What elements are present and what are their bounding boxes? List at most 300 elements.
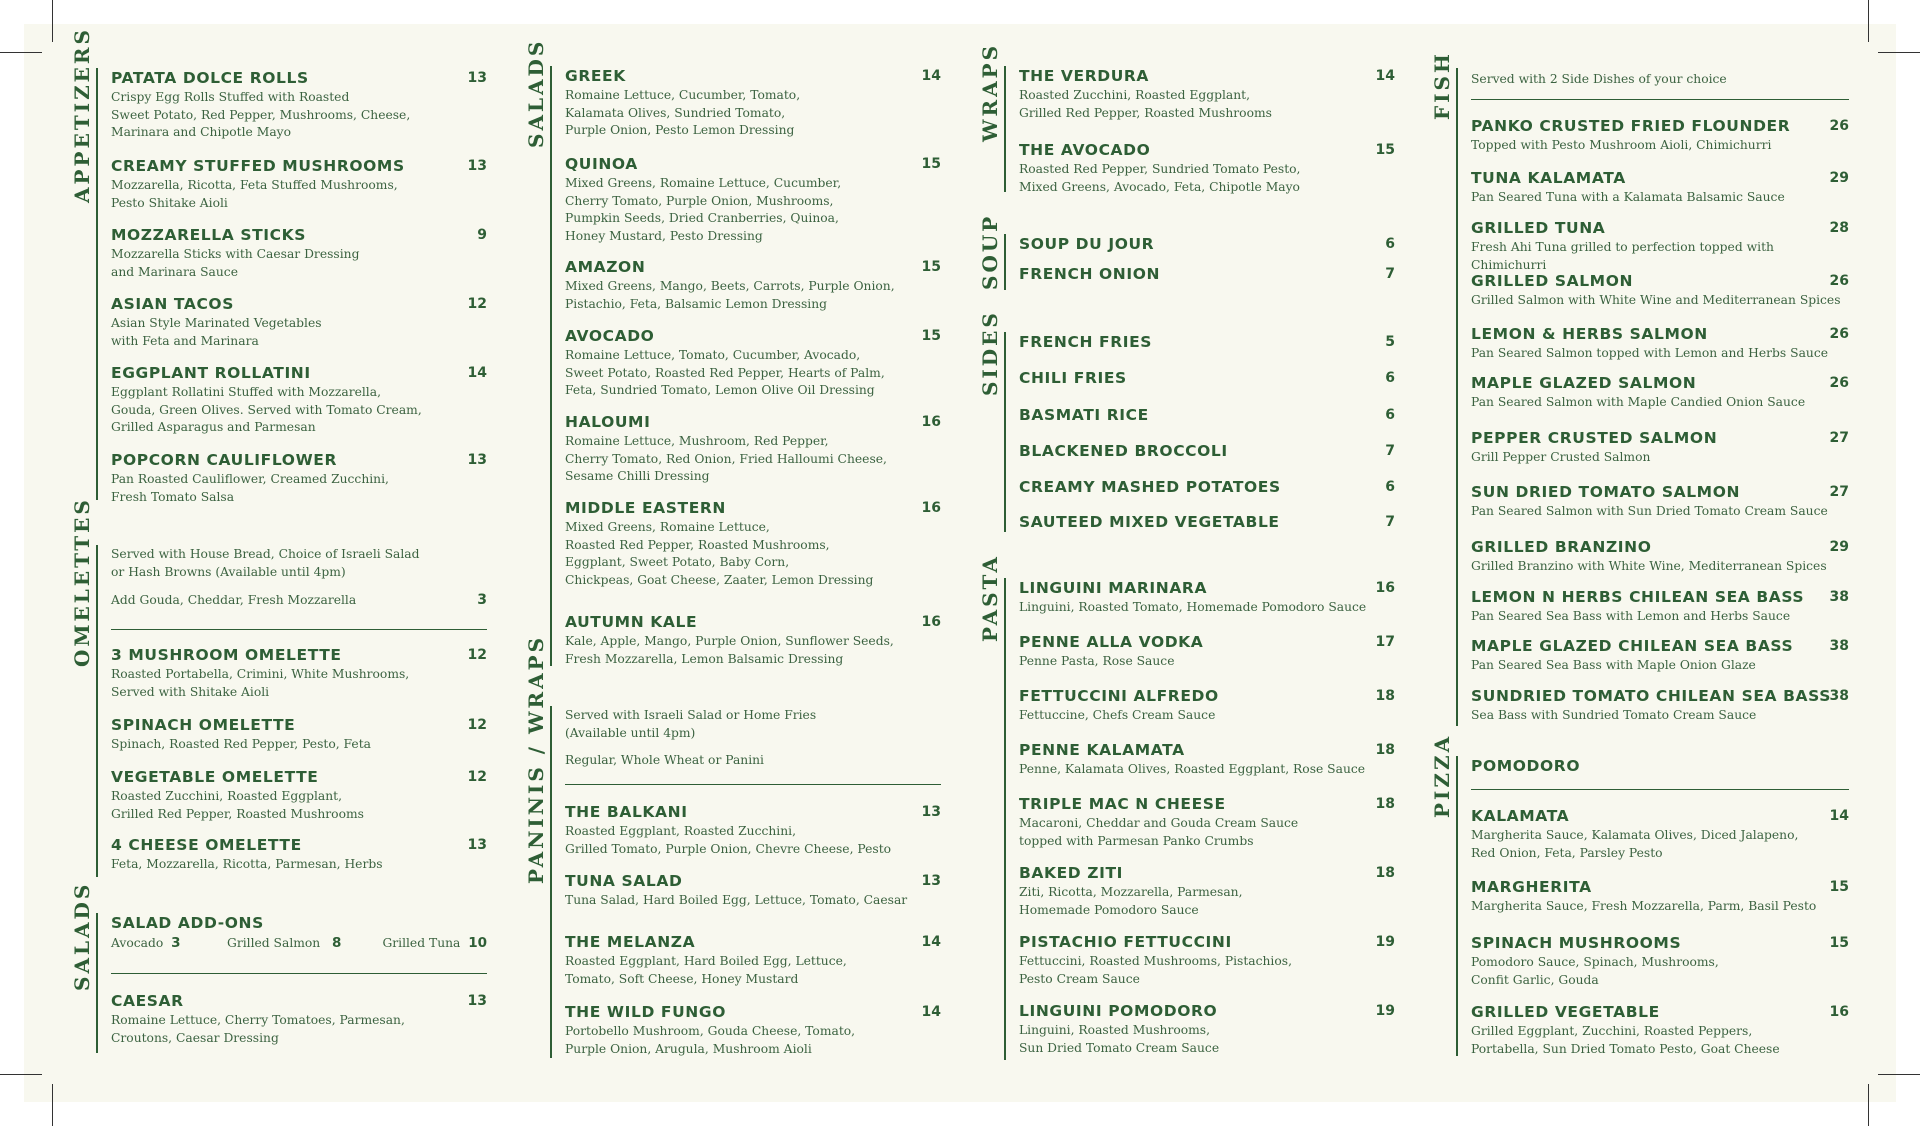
description-line: Pistachio, Feta, Balsamic Lemon Dressing: [565, 296, 828, 311]
description-line: Croutons, Caesar Dressing: [111, 1030, 279, 1045]
description-line: Mixed Greens, Romaine Lettuce, Cucumber,: [565, 176, 842, 190]
fish-note: Served with 2 Side Dishes of your choice: [1471, 72, 1727, 86]
section-title-appetizers: APPETIZERS: [70, 27, 94, 203]
item-name: MAPLE GLAZED SALMON: [1471, 374, 1697, 392]
item-price: 14: [1829, 808, 1849, 824]
crop-mark: [0, 1074, 42, 1075]
crop-mark: [52, 0, 53, 42]
item-price: 17: [1375, 634, 1395, 650]
section-title-pizza: PIZZA: [1430, 733, 1454, 818]
item-price: 16: [921, 500, 941, 516]
item-description: [1019, 761, 1395, 779]
description-line: Sea Bass with Sundried Tomato Cream Sauce: [1471, 708, 1757, 722]
description-line: Pan Seared Sea Bass with Lemon and Herbs Sauce: [1471, 609, 1791, 623]
item-description: [565, 519, 941, 589]
item-price: 19: [1375, 1003, 1395, 1019]
menu-item: [111, 156, 487, 212]
item-price: 12: [467, 647, 487, 663]
item-price: 13: [921, 873, 941, 889]
description-line: and Marinara Sauce: [111, 264, 238, 279]
item-price: 16: [921, 414, 941, 430]
description-line: Cherry Tomato, Purple Onion, Mushrooms,: [565, 193, 834, 208]
item-price: 15: [921, 259, 941, 275]
menu-item: [1471, 933, 1849, 989]
salads-left-section: [70, 881, 490, 1058]
menu-item: [111, 835, 487, 874]
description-line: Topped with Pesto Mushroom Aioli, Chimichurri: [1471, 138, 1772, 152]
item-price: 26: [1829, 273, 1849, 289]
description-line: Grilled Asparagus and Parmesan: [111, 420, 316, 434]
item-price: 13: [467, 993, 487, 1009]
description-line: Sun Dried Tomato Cream Sauce: [1019, 1040, 1220, 1055]
description-line: Pesto Shitake Aioli: [111, 195, 228, 210]
menu-item: [1019, 632, 1395, 671]
item-price: 14: [921, 1004, 941, 1020]
section-rule: [1004, 332, 1006, 532]
menu-item: [111, 450, 487, 506]
item-description: [565, 633, 941, 668]
item-price: 6: [1385, 479, 1395, 495]
pasta-section: [978, 554, 1398, 1063]
description-line: Grilled Tomato, Purple Onion, Chevre Cheese, Pesto: [565, 841, 892, 856]
item-price: 26: [1829, 375, 1849, 391]
menu-item: [565, 498, 941, 589]
item-description: [1471, 503, 1849, 521]
crop-mark: [1868, 1084, 1869, 1126]
section-rule: [1456, 68, 1458, 726]
section-rule: [1004, 578, 1006, 1060]
item-price: 15: [1829, 935, 1849, 951]
item-price: 13: [921, 804, 941, 820]
fish-section: [1430, 51, 1850, 728]
section-title-sides: SIDES: [978, 310, 1002, 396]
menu-item: [565, 257, 941, 313]
item-price: 12: [467, 296, 487, 312]
item-name: GRILLED BRANZINO: [1471, 538, 1652, 556]
divider: [1471, 99, 1849, 100]
section-rule: [96, 545, 98, 877]
item-price: 12: [467, 717, 487, 733]
menu-item: [1471, 1002, 1849, 1058]
item-price: 29: [1829, 539, 1849, 555]
item-price: 18: [1375, 865, 1395, 881]
menu-item: [1019, 264, 1395, 284]
description-line: Eggplant Rollatini Stuffed with Mozzarella,: [111, 385, 381, 399]
item-price: 27: [1829, 484, 1849, 500]
description-line: Romaine Lettuce, Tomato, Cucumber, Avocado,: [565, 348, 861, 362]
description-line: Portobello Mushroom, Gouda Cheese, Tomato,: [565, 1024, 856, 1038]
item-name: MARGHERITA: [1471, 878, 1592, 896]
item-price: 38: [1829, 688, 1849, 704]
menu-item: [1019, 66, 1395, 122]
pizza-section: [1430, 733, 1850, 1061]
description-line: Sweet Potato, Red Pepper, Mushrooms, Cheese,: [111, 107, 411, 122]
item-name: TUNA KALAMATA: [1471, 169, 1626, 187]
item-description: [111, 788, 487, 823]
menu-item: [1019, 234, 1395, 254]
description-line: Pesto Cream Sauce: [1019, 971, 1140, 986]
item-description: [1471, 657, 1849, 675]
item-description: [1019, 884, 1395, 919]
item-description: [1471, 292, 1849, 310]
item-price: 27: [1829, 430, 1849, 446]
item-price: 13: [467, 158, 487, 174]
description-line: Pan Seared Salmon with Sun Dried Tomato Cream Sauce: [1471, 504, 1828, 518]
description-line: Red Onion, Feta, Parsley Pesto: [1471, 845, 1663, 860]
description-line: Gouda, Green Olives. Served with Tomato Cream,: [111, 402, 422, 417]
description-line: Pan Roasted Cauliflower, Creamed Zucchini,: [111, 472, 389, 486]
description-line: Eggplant, Sweet Potato, Baby Corn,: [565, 555, 790, 569]
menu-item: [1471, 636, 1849, 675]
description-line: Grilled Red Pepper, Roasted Mushrooms: [1019, 105, 1272, 120]
description-line: Feta, Mozzarella, Ricotta, Parmesan, Herbs: [111, 857, 383, 871]
item-name: MOZZARELLA STICKS: [111, 226, 306, 244]
item-description: [111, 89, 487, 142]
menu-item: [111, 645, 487, 701]
menu-item: [1019, 441, 1395, 461]
description-line: Marinara and Chipotle Mayo: [111, 125, 292, 139]
menu-item: [1019, 578, 1395, 617]
description-line: Roasted Eggplant, Roasted Zucchini,: [565, 824, 796, 838]
menu-item: [1471, 373, 1849, 412]
item-name: GRILLED SALMON: [1471, 272, 1634, 290]
item-name: SOUP DU JOUR: [1019, 235, 1155, 253]
item-description: [111, 246, 487, 281]
addon-item: Grilled Salmon 8: [227, 935, 342, 951]
menu-item: [111, 767, 487, 823]
item-name: PEPPER CRUSTED SALMON: [1471, 429, 1718, 447]
soup-section: [978, 213, 1398, 294]
item-name: SPINACH OMELETTE: [111, 716, 296, 734]
item-description: [1471, 558, 1849, 576]
item-price: 28: [1829, 220, 1849, 236]
description-line: Feta, Sundried Tomato, Lemon Olive Oil Dressing: [565, 383, 875, 397]
description-line: with Feta and Marinara: [111, 333, 259, 348]
description-line: Fresh Tomato Salsa: [111, 489, 235, 504]
paninis-bread-note: Regular, Whole Wheat or Panini: [565, 753, 764, 767]
salads-section: [524, 38, 944, 671]
description-line: Pan Seared Sea Bass with Maple Onion Glaze: [1471, 658, 1756, 672]
menu-item: [1471, 218, 1849, 274]
item-price: 15: [1829, 879, 1849, 895]
item-description: [1471, 608, 1849, 626]
section-rule: [550, 706, 552, 1058]
sides-section: [978, 310, 1398, 536]
item-name: LEMON N HERBS CHILEAN SEA BASS: [1471, 588, 1805, 606]
menu-item: [1471, 271, 1849, 310]
description-line: Roasted Portabella, Crimini, White Mushrooms,: [111, 667, 410, 681]
appetizers-section: [70, 27, 490, 508]
item-price: 26: [1829, 118, 1849, 134]
description-line: Purple Onion, Pesto Lemon Dressing: [565, 123, 795, 137]
item-price: 12: [467, 769, 487, 785]
menu-item: [111, 715, 487, 754]
menu-item: [111, 225, 487, 281]
divider: [565, 784, 941, 785]
item-price: 15: [921, 156, 941, 172]
description-line: Mozzarella, Ricotta, Feta Stuffed Mushrooms,: [111, 178, 398, 192]
menu-item: [1019, 140, 1395, 196]
menu-item: [1019, 1001, 1395, 1057]
menu-item: [565, 612, 941, 668]
item-name: 3 MUSHROOM OMELETTE: [111, 646, 342, 664]
item-name: CAESAR: [111, 992, 184, 1010]
section-rule: [1004, 234, 1006, 290]
description-line: Macaroni, Cheddar and Gouda Cream Sauce: [1019, 816, 1299, 830]
item-price: 14: [921, 934, 941, 950]
description-line: Pan Seared Salmon topped with Lemon and Herbs Sauce: [1471, 346, 1828, 360]
item-name: FRENCH ONION: [1019, 265, 1161, 283]
menu-item: [1019, 863, 1395, 919]
description-line: Grilled Eggplant, Zucchini, Roasted Peppers,: [1471, 1024, 1753, 1038]
item-description: [1019, 1022, 1395, 1057]
menu-item: [1019, 932, 1395, 988]
item-price: 14: [467, 365, 487, 381]
section-title-omelettes: OMELETTES: [70, 497, 94, 667]
description-line: Asian Style Marinated Vegetables: [111, 316, 322, 330]
description-line: Sesame Chilli Dressing: [565, 469, 710, 483]
item-name: GRILLED TUNA: [1471, 219, 1606, 237]
description-line: Tuna Salad, Hard Boiled Egg, Lettuce, Tomato, Caesar: [565, 893, 908, 907]
item-price: 26: [1829, 326, 1849, 342]
menu-item: [1471, 686, 1849, 725]
description-line: Grilled Salmon with White Wine and Mediterranean Spices: [1471, 293, 1841, 307]
description-line: Kale, Apple, Mango, Purple Onion, Sunflower Seeds,: [565, 634, 894, 648]
section-rule: [96, 68, 98, 500]
item-description: [1471, 449, 1849, 467]
description-line: Pan Seared Salmon with Maple Candied Onion Sauce: [1471, 395, 1806, 409]
item-price: 16: [921, 614, 941, 630]
item-description: [565, 953, 941, 988]
item-name: KALAMATA: [1471, 807, 1570, 825]
item-price: 6: [1385, 407, 1395, 423]
description-line: Linguini, Roasted Mushrooms,: [1019, 1023, 1211, 1037]
item-description: [1471, 1023, 1849, 1058]
item-name: THE BALKANI: [565, 803, 688, 821]
description-line: Roasted Red Pepper, Roasted Mushrooms,: [565, 537, 830, 552]
item-description: [111, 1012, 487, 1047]
item-description: [111, 471, 487, 506]
menu-item: [565, 66, 941, 140]
description-line: Spinach, Roasted Red Pepper, Pesto, Feta: [111, 737, 371, 751]
item-description: [565, 892, 941, 910]
omelettes-add-note: Add Gouda, Cheddar, Fresh Mozzarella 3: [111, 592, 487, 608]
description-line: Roasted Zucchini, Roasted Eggplant,: [111, 789, 342, 803]
item-description: [1471, 239, 1849, 274]
item-description: [1019, 87, 1395, 122]
item-price: 5: [1385, 334, 1395, 350]
description-line: Fettuccini, Roasted Mushrooms, Pistachios,: [1019, 954, 1292, 968]
item-description: [111, 384, 487, 437]
menu-item: [1019, 512, 1395, 532]
item-price: 13: [467, 837, 487, 853]
item-name: BAKED ZITI: [1019, 864, 1124, 882]
description-line: Pumpkin Seeds, Dried Cranberries, Quinoa,: [565, 211, 839, 225]
menu-item: [565, 154, 941, 245]
item-name: BASMATI RICE: [1019, 406, 1149, 424]
section-title-pasta: PASTA: [978, 554, 1002, 642]
description-line: Kalamata Olives, Sundried Tomato,: [565, 105, 786, 120]
menu-item: [111, 363, 487, 437]
item-price: 38: [1829, 589, 1849, 605]
menu-item: [565, 871, 941, 910]
section-title-paninis: PANINIS / WRAPS: [524, 634, 548, 884]
menu-item: [565, 326, 941, 400]
section-rule: [1456, 756, 1458, 1056]
omelettes-note: Served with House Bread, Choice of Israeli Salad or Hash Browns (Available until 4pm): [111, 547, 420, 579]
item-name: SUN DRIED TOMATO SALMON: [1471, 483, 1741, 501]
addon-item: Grilled Tuna 10: [382, 935, 487, 951]
section-title-fish: FISH: [1430, 51, 1454, 120]
item-description: [1471, 345, 1849, 363]
description-line: Confit Garlic, Gouda: [1471, 972, 1599, 987]
item-name: THE AVOCADO: [1019, 141, 1151, 159]
description-line: Roasted Zucchini, Roasted Eggplant,: [1019, 88, 1250, 102]
item-description: [1471, 707, 1849, 725]
description-line: Pan Seared Tuna with a Kalamata Balsamic Sauce: [1471, 190, 1785, 204]
menu-item: [1471, 587, 1849, 626]
menu-item: [565, 802, 941, 858]
item-price: 16: [1375, 580, 1395, 596]
item-name: SPINACH MUSHROOMS: [1471, 934, 1682, 952]
item-name: PANKO CRUSTED FRIED FLOUNDER: [1471, 117, 1791, 135]
item-description: [1471, 189, 1849, 207]
description-line: Penne Pasta, Rose Sauce: [1019, 654, 1175, 668]
menu-item: [1019, 740, 1395, 779]
item-name: SUNDRIED TOMATO CHILEAN SEA BASS: [1471, 687, 1831, 705]
description-line: Served with Shitake Aioli: [111, 684, 270, 699]
menu-item: [1471, 116, 1849, 155]
item-name: PENNE ALLA VODKA: [1019, 633, 1204, 651]
item-price: 14: [921, 68, 941, 84]
description-line: Roasted Red Pepper, Sundried Tomato Pesto,: [1019, 162, 1301, 176]
description-line: Margherita Sauce, Fresh Mozzarella, Parm, Basil Pesto: [1471, 899, 1817, 913]
divider: [111, 973, 487, 974]
description-line: Honey Mustard, Pesto Dressing: [565, 228, 763, 243]
menu-item: [565, 932, 941, 988]
menu-item: [1019, 332, 1395, 352]
description-line: Crispy Egg Rolls Stuffed with Roasted: [111, 90, 350, 104]
menu-item: [1471, 537, 1849, 576]
description-line: Romaine Lettuce, Mushroom, Red Pepper,: [565, 434, 829, 448]
item-name: TRIPLE MAC N CHEESE: [1019, 795, 1226, 813]
item-price: 6: [1385, 236, 1395, 252]
item-price: 7: [1385, 266, 1395, 282]
item-description: [111, 856, 487, 874]
item-price: 16: [1829, 1004, 1849, 1020]
item-description: [565, 175, 941, 245]
crop-mark: [1868, 0, 1869, 42]
section-title-wraps: WRAPS: [978, 42, 1002, 142]
item-name: FETTUCCINI ALFREDO: [1019, 687, 1219, 705]
menu-item: [1471, 324, 1849, 363]
item-name: PISTACHIO FETTUCCINI: [1019, 933, 1232, 951]
price: 3: [477, 592, 487, 608]
paninis-note: Served with Israeli Salad or Home Fries (Available until 4pm): [565, 708, 817, 740]
description-line: Fettuccine, Chefs Cream Sauce: [1019, 708, 1216, 722]
item-price: 18: [1375, 688, 1395, 704]
item-name: BLACKENED BROCCOLI: [1019, 442, 1228, 460]
item-price: 18: [1375, 742, 1395, 758]
section-rule: [550, 66, 552, 666]
item-description: [1019, 653, 1395, 671]
item-description: [565, 87, 941, 140]
item-description: [1471, 898, 1849, 916]
menu-item: [111, 294, 487, 350]
item-name: CREAMY STUFFED MUSHROOMS: [111, 157, 405, 175]
item-name: SAUTEED MIXED VEGETABLE: [1019, 513, 1280, 531]
description-line: Chickpeas, Goat Cheese, Zaater, Lemon Dressing: [565, 572, 874, 587]
item-price: 13: [467, 70, 487, 86]
menu-item: [111, 991, 487, 1047]
description-line: Cherry Tomato, Red Onion, Fried Halloumi Cheese,: [565, 451, 887, 466]
item-price: 14: [1375, 68, 1395, 84]
section-title-soup: SOUP: [978, 213, 1002, 290]
item-name: MIDDLE EASTERN: [565, 499, 727, 517]
item-name: POPCORN CAULIFLOWER: [111, 451, 337, 469]
menu-item: [1471, 877, 1849, 916]
item-description: [1471, 394, 1849, 412]
description-line: Margherita Sauce, Kalamata Olives, Diced Jalapeno,: [1471, 828, 1799, 842]
menu-item: [1471, 168, 1849, 207]
item-price: 15: [921, 328, 941, 344]
item-description: [111, 736, 487, 754]
item-price: 7: [1385, 443, 1395, 459]
item-description: [111, 315, 487, 350]
item-price: 15: [1375, 142, 1395, 158]
description-line: Pomodoro Sauce, Spinach, Mushrooms,: [1471, 955, 1719, 969]
item-description: [111, 666, 487, 701]
item-price: 19: [1375, 934, 1395, 950]
description-line: Mixed Greens, Avocado, Feta, Chipotle Mayo: [1019, 179, 1300, 194]
item-name: AUTUMN KALE: [565, 613, 698, 631]
item-description: [1019, 815, 1395, 850]
description-line: Purple Onion, Arugula, Mushroom Aioli: [565, 1041, 812, 1056]
crop-mark: [1878, 52, 1920, 53]
menu-item: [1471, 806, 1849, 862]
description-line: topped with Parmesan Panko Crumbs: [1019, 833, 1254, 848]
description-line: Mixed Greens, Mango, Beets, Carrots, Purple Onion,: [565, 279, 895, 293]
section-title-salads: SALADS: [70, 881, 94, 991]
item-description: [565, 347, 941, 400]
section-title-salads: SALADS: [524, 38, 548, 148]
menu-item: [1471, 428, 1849, 467]
menu-item: [1019, 368, 1395, 388]
item-name: PENNE KALAMATA: [1019, 741, 1185, 759]
section-rule: [1004, 66, 1006, 192]
item-price: 18: [1375, 796, 1395, 812]
item-name: LINGUINI MARINARA: [1019, 579, 1208, 597]
item-price: 29: [1829, 170, 1849, 186]
menu-item: [565, 1002, 941, 1058]
item-name: LINGUINI POMODORO: [1019, 1002, 1218, 1020]
menu-item: [1019, 686, 1395, 725]
crop-mark: [52, 1084, 53, 1126]
item-description: [1019, 953, 1395, 988]
item-name: 4 CHEESE OMELETTE: [111, 836, 302, 854]
item-name: GREEK: [565, 67, 626, 85]
description-line: Penne, Kalamata Olives, Roasted Eggplant, Rose Sauce: [1019, 762, 1366, 776]
item-price: 7: [1385, 514, 1395, 530]
description-line: Grilled Branzino with White Wine, Mediterranean Spices: [1471, 559, 1827, 573]
description-line: Tomato, Soft Cheese, Honey Mustard: [565, 971, 799, 986]
crop-mark: [0, 52, 42, 53]
item-description: [1471, 954, 1849, 989]
item-price: 9: [477, 227, 487, 243]
item-name: HALOUMI: [565, 413, 651, 431]
menu-item: [565, 412, 941, 486]
divider: [111, 629, 487, 630]
